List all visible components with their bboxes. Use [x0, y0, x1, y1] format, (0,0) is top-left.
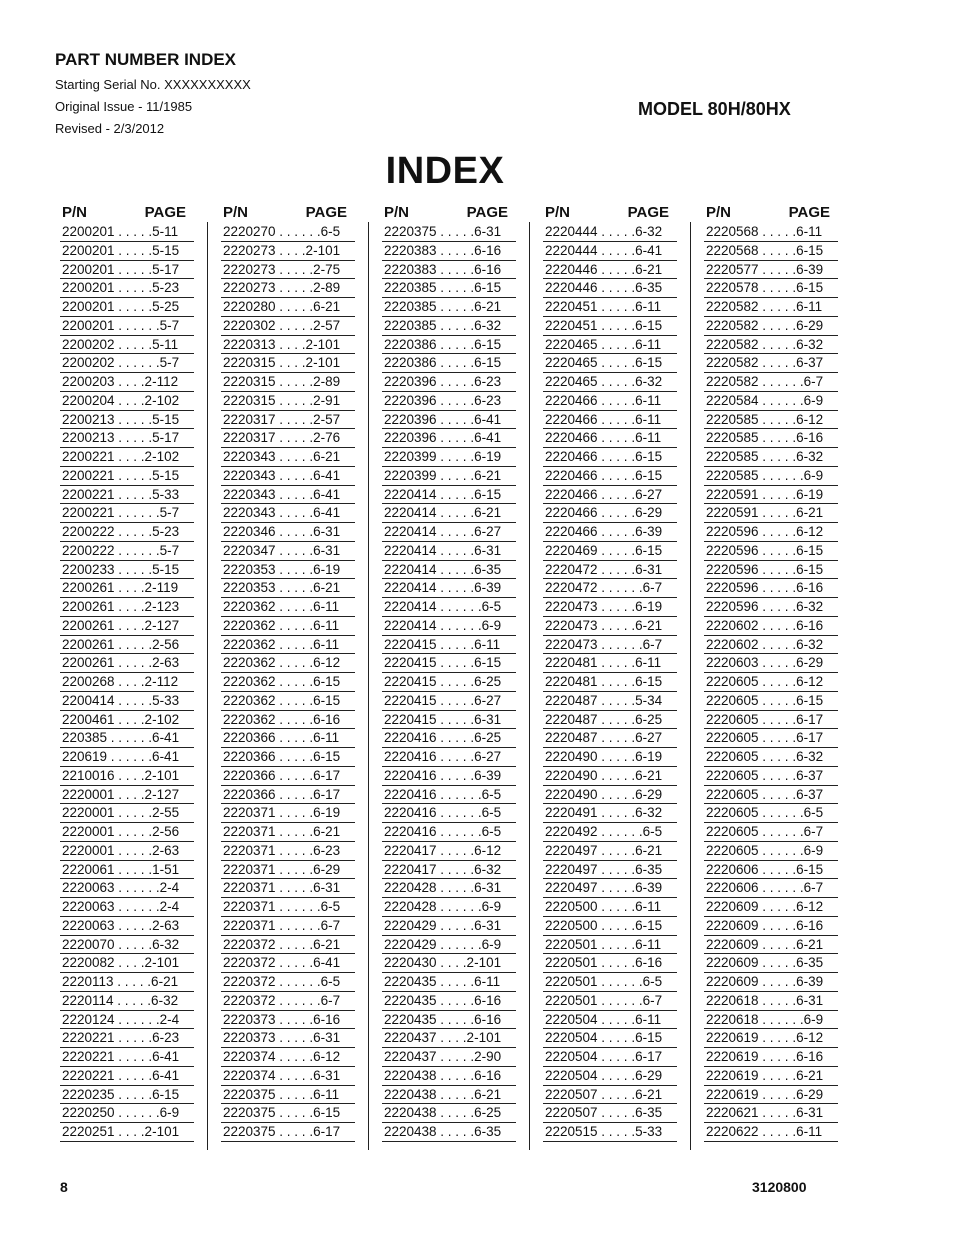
index-entry: 2220606 . . . . . .6-7 — [704, 879, 838, 898]
index-entry: 2220481 . . . . .6-15 — [543, 673, 677, 692]
index-entry: 2220372 . . . . .6-41 — [221, 954, 355, 973]
index-entry: 2220596 . . . . .6-15 — [704, 542, 838, 561]
index-entry: 2220414 . . . . .6-31 — [382, 542, 516, 561]
index-entry: 2200221 . . . . .5-15 — [60, 467, 194, 486]
index-entry: 2220591 . . . . .6-19 — [704, 486, 838, 505]
index-entry: 2220605 . . . . .6-37 — [704, 767, 838, 786]
index-entry: 2220415 . . . . .6-25 — [382, 673, 516, 692]
index-entry: 2220414 . . . . .6-35 — [382, 561, 516, 580]
index-entry: 2220428 . . . . . .6-9 — [382, 898, 516, 917]
index-entry: 2220435 . . . . .6-16 — [382, 992, 516, 1011]
page-header: PAGE — [788, 204, 830, 221]
revised-date: Revised - 2/3/2012 — [55, 121, 165, 136]
index-entry: 2220605 . . . . .6-12 — [704, 673, 838, 692]
index-entry: 2220582 . . . . .6-37 — [704, 354, 838, 373]
index-entry: 2220371 . . . . . .6-7 — [221, 917, 355, 936]
index-entry: 2220490 . . . . .6-21 — [543, 767, 677, 786]
index-entry: 2220438 . . . . .6-25 — [382, 1104, 516, 1123]
index-entry: 2220343 . . . . .6-41 — [221, 504, 355, 523]
index-entry: 2220603 . . . . .6-29 — [704, 654, 838, 673]
index-entry: 2220396 . . . . .6-41 — [382, 411, 516, 430]
index-column — [382, 203, 516, 1142]
index-entry: 2220353 . . . . .6-19 — [221, 561, 355, 580]
index-entry: 2220451 . . . . .6-15 — [543, 317, 677, 336]
index-entry: 2220472 . . . . .6-31 — [543, 561, 677, 580]
index-entry: 2220473 . . . . .6-19 — [543, 598, 677, 617]
index-entry: 2220371 . . . . .6-23 — [221, 842, 355, 861]
index-entry: 2220414 . . . . .6-21 — [382, 504, 516, 523]
index-entry: 2220371 . . . . .6-21 — [221, 823, 355, 842]
index-entry: 2220585 . . . . . .6-9 — [704, 467, 838, 486]
index-entry: 2220438 . . . . .6-21 — [382, 1086, 516, 1105]
index-entry: 2220396 . . . . .6-41 — [382, 429, 516, 448]
index-entry: 2220568 . . . . .6-15 — [704, 242, 838, 261]
index-entry: 2220501 . . . . .6-16 — [543, 954, 677, 973]
index-entry: 2200202 . . . . .5-11 — [60, 336, 194, 355]
index-entry: 2220451 . . . . .6-11 — [543, 298, 677, 317]
index-entry: 2220621 . . . . .6-31 — [704, 1104, 838, 1123]
index-column — [60, 203, 194, 1142]
index-entry: 2220001 . . . . .2-56 — [60, 823, 194, 842]
index-entry: 2220383 . . . . .6-16 — [382, 261, 516, 280]
index-entry: 2220235 . . . . .6-15 — [60, 1086, 194, 1105]
index-heading: INDEX — [385, 150, 505, 192]
index-entry: 2220414 . . . . . .6-5 — [382, 598, 516, 617]
index-entry: 2220596 . . . . .6-15 — [704, 561, 838, 580]
index-entry: 2220619 . . . . .6-29 — [704, 1086, 838, 1105]
index-column — [221, 203, 355, 1142]
index-entry: 2220347 . . . . .6-31 — [221, 542, 355, 561]
index-entry: 2220001 . . . . .2-55 — [60, 804, 194, 823]
index-entry: 2220414 . . . . .6-15 — [382, 486, 516, 505]
index-column — [543, 203, 677, 1142]
index-entry: 2220605 . . . . .6-17 — [704, 729, 838, 748]
index-entry: 2220366 . . . . .6-15 — [221, 748, 355, 767]
index-entry: 2220416 . . . . . .6-5 — [382, 786, 516, 805]
index-entry: 2220585 . . . . .6-12 — [704, 411, 838, 430]
index-entry: 2220504 . . . . .6-17 — [543, 1048, 677, 1067]
pn-header: P/N — [706, 204, 732, 221]
index-entry: 2220221 . . . . .6-41 — [60, 1067, 194, 1086]
index-entry: 2200201 . . . . .5-17 — [60, 261, 194, 280]
index-entry: 2200222 . . . . . .5-7 — [60, 542, 194, 561]
index-entry: 2200201 . . . . .5-25 — [60, 298, 194, 317]
index-entry: 2220371 . . . . .6-19 — [221, 804, 355, 823]
model-name: MODEL 80H/80HX — [638, 99, 791, 119]
index-entry: 2220609 . . . . .6-12 — [704, 898, 838, 917]
index-entry: 2220582 . . . . . .6-7 — [704, 373, 838, 392]
index-entry: 2220315 . . . . .2-89 — [221, 373, 355, 392]
index-entry: 2220414 . . . . .6-39 — [382, 579, 516, 598]
index-entry: 2220500 . . . . .6-15 — [543, 917, 677, 936]
page-header: PAGE — [627, 204, 669, 221]
index-entry: 2220416 . . . . . .6-5 — [382, 804, 516, 823]
index-entry: 2200261 . . . .2-127 — [60, 617, 194, 636]
index-entry: 2220435 . . . . .6-11 — [382, 973, 516, 992]
index-entry: 2220507 . . . . .6-21 — [543, 1086, 677, 1105]
index-entry: 2220417 . . . . .6-32 — [382, 861, 516, 880]
index-entry: 2220063 . . . . . .2-4 — [60, 879, 194, 898]
index-entry: 2220466 . . . . .6-39 — [543, 523, 677, 542]
index-entry: 2220591 . . . . .6-21 — [704, 504, 838, 523]
page-header: PAGE — [305, 204, 347, 221]
index-entry: 2220605 . . . . . .6-7 — [704, 823, 838, 842]
index-entry: 2220497 . . . . .6-35 — [543, 861, 677, 880]
pn-header: P/N — [545, 204, 571, 221]
index-entry: 2220385 . . . . .6-32 — [382, 317, 516, 336]
index-entry: 2220609 . . . . .6-35 — [704, 954, 838, 973]
index-entry: 2200204 . . . .2-102 — [60, 392, 194, 411]
index-entry: 2220618 . . . . .6-31 — [704, 992, 838, 1011]
page-header: PAGE — [466, 204, 508, 221]
index-entry: 2220605 . . . . .6-15 — [704, 692, 838, 711]
index-entry: 2220375 . . . . .6-31 — [382, 223, 516, 242]
index-entry: 2220602 . . . . .6-32 — [704, 636, 838, 655]
index-entry: 2220466 . . . . .6-29 — [543, 504, 677, 523]
index-entry: 2220416 . . . . .6-39 — [382, 767, 516, 786]
index-entry: 2220362 . . . . .6-11 — [221, 636, 355, 655]
index-entry: 2220469 . . . . .6-15 — [543, 542, 677, 561]
index-entry: 2220435 . . . . .6-16 — [382, 1011, 516, 1030]
index-entry: 2220497 . . . . .6-21 — [543, 842, 677, 861]
document-number: 3120800 — [752, 1179, 807, 1195]
pn-header: P/N — [62, 204, 88, 221]
index-entry: 2220578 . . . . .6-15 — [704, 279, 838, 298]
index-entry: 2220396 . . . . .6-23 — [382, 392, 516, 411]
index-entry: 2220492 . . . . . .6-5 — [543, 823, 677, 842]
index-entry: 2220487 . . . . .6-25 — [543, 711, 677, 730]
index-entry: 2220606 . . . . .6-15 — [704, 861, 838, 880]
original-issue: Original Issue - 11/1985 — [55, 99, 193, 114]
index-entry: 2220362 . . . . .6-16 — [221, 711, 355, 730]
index-entry: 2220428 . . . . .6-31 — [382, 879, 516, 898]
index-entry: 2220374 . . . . .6-31 — [221, 1067, 355, 1086]
index-entry: 2220487 . . . . .6-27 — [543, 729, 677, 748]
index-entry: 2220302 . . . . .2-57 — [221, 317, 355, 336]
index-entry: 2220070 . . . . .6-32 — [60, 936, 194, 955]
index-entry: 2220473 . . . . .6-21 — [543, 617, 677, 636]
index-entry: 2220386 . . . . .6-15 — [382, 336, 516, 355]
index-entry: 2220362 . . . . .6-11 — [221, 598, 355, 617]
index-entry: 2220313 . . . .2-101 — [221, 336, 355, 355]
index-entry: 2220465 . . . . .6-15 — [543, 354, 677, 373]
index-entry: 2220396 . . . . .6-23 — [382, 373, 516, 392]
index-entry: 2220415 . . . . .6-11 — [382, 636, 516, 655]
index-entry: 2200201 . . . . .5-23 — [60, 279, 194, 298]
index-entry: 2220386 . . . . .6-15 — [382, 354, 516, 373]
index-entry: 2200268 . . . .2-112 — [60, 673, 194, 692]
index-entry: 2200221 . . . . .5-33 — [60, 486, 194, 505]
index-entry: 2220414 . . . . . .6-9 — [382, 617, 516, 636]
index-entry: 2220491 . . . . .6-32 — [543, 804, 677, 823]
index-entry: 2220438 . . . . .6-16 — [382, 1067, 516, 1086]
index-entry: 2220399 . . . . .6-21 — [382, 467, 516, 486]
index-entry: 2220063 . . . . . .2-4 — [60, 898, 194, 917]
page-header: PAGE — [144, 204, 186, 221]
index-entry: 2200233 . . . . .5-15 — [60, 561, 194, 580]
column-divider — [690, 222, 691, 1150]
index-entry: 2220417 . . . . .6-12 — [382, 842, 516, 861]
index-entry: 2220416 . . . . .6-25 — [382, 729, 516, 748]
index-entry: 2220466 . . . . .6-27 — [543, 486, 677, 505]
index-entry: 2220466 . . . . .6-11 — [543, 411, 677, 430]
index-entry: 2220375 . . . . .6-15 — [221, 1104, 355, 1123]
index-entry: 2220504 . . . . .6-11 — [543, 1011, 677, 1030]
index-entry: 2220001 . . . .2-127 — [60, 786, 194, 805]
index-entry: 2220315 . . . . .2-91 — [221, 392, 355, 411]
page-number: 8 — [60, 1179, 68, 1195]
index-entry: 2220605 . . . . . .6-5 — [704, 804, 838, 823]
column-divider — [207, 222, 208, 1150]
index-entry: 2220466 . . . . .6-15 — [543, 467, 677, 486]
index-entry: 2220596 . . . . .6-16 — [704, 579, 838, 598]
index-entry: 2220375 . . . . .6-11 — [221, 1086, 355, 1105]
index-entry: 2220446 . . . . .6-21 — [543, 261, 677, 280]
index-entry: 2220602 . . . . .6-16 — [704, 617, 838, 636]
index-entry: 2220362 . . . . .6-11 — [221, 617, 355, 636]
index-entry: 2200201 . . . . .5-15 — [60, 242, 194, 261]
index-entry: 2220500 . . . . .6-11 — [543, 898, 677, 917]
index-entry: 2220577 . . . . .6-39 — [704, 261, 838, 280]
index-entry: 2220317 . . . . .2-76 — [221, 429, 355, 448]
index-entry: 2220609 . . . . .6-16 — [704, 917, 838, 936]
index-entry: 2220473 . . . . . .6-7 — [543, 636, 677, 655]
index-entry: 2200221 . . . . . .5-7 — [60, 504, 194, 523]
index-entry: 2220343 . . . . .6-21 — [221, 448, 355, 467]
index-entry: 2220366 . . . . .6-17 — [221, 786, 355, 805]
index-entry: 2220415 . . . . .6-15 — [382, 654, 516, 673]
index-entry: 2220415 . . . . .6-27 — [382, 692, 516, 711]
index-entry: 2220280 . . . . .6-21 — [221, 298, 355, 317]
index-entry: 2220609 . . . . .6-39 — [704, 973, 838, 992]
index-entry: 2220385 . . . . .6-15 — [382, 279, 516, 298]
index-entry: 2220487 . . . . .5-34 — [543, 692, 677, 711]
index-entry: 2220063 . . . . .2-63 — [60, 917, 194, 936]
index-entry: 2220385 . . . . .6-21 — [382, 298, 516, 317]
index-entry: 2200203 . . . .2-112 — [60, 373, 194, 392]
index-entry: 2220466 . . . . .6-11 — [543, 429, 677, 448]
index-entry: 2220585 . . . . .6-16 — [704, 429, 838, 448]
index-entry: 2220371 . . . . .6-31 — [221, 879, 355, 898]
index-entry: 2220372 . . . . . .6-7 — [221, 992, 355, 1011]
index-entry: 2220466 . . . . .6-15 — [543, 448, 677, 467]
index-entry: 2220605 . . . . .6-32 — [704, 748, 838, 767]
index-entry: 2220596 . . . . .6-32 — [704, 598, 838, 617]
index-entry: 2220465 . . . . .6-11 — [543, 336, 677, 355]
index-entry: 2220372 . . . . .6-21 — [221, 936, 355, 955]
index-entry: 2220362 . . . . .6-12 — [221, 654, 355, 673]
index-entry: 2220343 . . . . .6-41 — [221, 486, 355, 505]
index-entry: 2220438 . . . . .6-35 — [382, 1123, 516, 1142]
index-entry: 2220221 . . . . .6-41 — [60, 1048, 194, 1067]
index-entry: 2220605 . . . . . .6-9 — [704, 842, 838, 861]
index-entry: 2220437 . . . .2-101 — [382, 1029, 516, 1048]
column-header — [543, 203, 677, 223]
index-entry: 2220472 . . . . . .6-7 — [543, 579, 677, 598]
index-entry: 2220490 . . . . .6-29 — [543, 786, 677, 805]
index-entry: 2220362 . . . . .6-15 — [221, 692, 355, 711]
pn-header: P/N — [384, 204, 410, 221]
index-entry: 2220444 . . . . .6-41 — [543, 242, 677, 261]
index-entry: 2220124 . . . . . .2-4 — [60, 1011, 194, 1030]
index-entry: 2220374 . . . . .6-12 — [221, 1048, 355, 1067]
document-title: PART NUMBER INDEX — [55, 50, 237, 69]
index-entry: 2220609 . . . . .6-21 — [704, 936, 838, 955]
index-entry: 2220362 . . . . .6-15 — [221, 673, 355, 692]
index-entry: 2220113 . . . . .6-21 — [60, 973, 194, 992]
index-entry: 2220619 . . . . .6-16 — [704, 1048, 838, 1067]
index-entry: 2220501 . . . . . .6-5 — [543, 973, 677, 992]
index-entry: 2220373 . . . . .6-31 — [221, 1029, 355, 1048]
index-entry: 2220568 . . . . .6-11 — [704, 223, 838, 242]
index-entry: 2220273 . . . . .2-89 — [221, 279, 355, 298]
index-entry: 2220366 . . . . .6-17 — [221, 767, 355, 786]
index-entry: 2220371 . . . . . .6-5 — [221, 898, 355, 917]
index-entry: 2220481 . . . . .6-11 — [543, 654, 677, 673]
index-entry: 2220437 . . . . .2-90 — [382, 1048, 516, 1067]
index-entry: 2200261 . . . .2-119 — [60, 579, 194, 598]
index-entry: 2220270 . . . . . .6-5 — [221, 223, 355, 242]
index-entry: 2220619 . . . . .6-12 — [704, 1029, 838, 1048]
index-entry: 2220504 . . . . .6-29 — [543, 1067, 677, 1086]
index-entry: 2220619 . . . . .6-21 — [704, 1067, 838, 1086]
index-column — [704, 203, 838, 1142]
index-entry: 2220507 . . . . .6-35 — [543, 1104, 677, 1123]
index-entry: 2220585 . . . . .6-32 — [704, 448, 838, 467]
column-header — [221, 203, 355, 223]
index-entry: 2220315 . . . .2-101 — [221, 354, 355, 373]
index-entry: 2200213 . . . . .5-17 — [60, 429, 194, 448]
index-entry: 2220415 . . . . .6-31 — [382, 711, 516, 730]
index-entry: 2200261 . . . . .2-56 — [60, 636, 194, 655]
index-entry: 2220605 . . . . .6-37 — [704, 786, 838, 805]
index-entry: 2220001 . . . . .2-63 — [60, 842, 194, 861]
index-entry: 2220596 . . . . .6-12 — [704, 523, 838, 542]
index-entry: 2220466 . . . . .6-11 — [543, 392, 677, 411]
index-entry: 2220515 . . . . .5-33 — [543, 1123, 677, 1142]
index-entry: 2220622 . . . . .6-11 — [704, 1123, 838, 1142]
index-entry: 220385 . . . . . .6-41 — [60, 729, 194, 748]
index-entry: 2220082 . . . .2-101 — [60, 954, 194, 973]
index-entry: 2220605 . . . . .6-17 — [704, 711, 838, 730]
index-entry: 2220497 . . . . .6-39 — [543, 879, 677, 898]
index-entry: 2220430 . . . .2-101 — [382, 954, 516, 973]
index-entry: 2220416 . . . . . .6-5 — [382, 823, 516, 842]
index-entry: 2220429 . . . . . .6-9 — [382, 936, 516, 955]
index-entry: 2220251 . . . .2-101 — [60, 1123, 194, 1142]
index-entry: 2220250 . . . . . .6-9 — [60, 1104, 194, 1123]
index-entry: 2200201 . . . . . .5-7 — [60, 317, 194, 336]
index-entry: 2220582 . . . . .6-32 — [704, 336, 838, 355]
index-entry: 2220061 . . . . .1-51 — [60, 861, 194, 880]
index-entry: 2200222 . . . . .5-23 — [60, 523, 194, 542]
column-header — [704, 203, 838, 223]
index-entry: 2220372 . . . . . .6-5 — [221, 973, 355, 992]
index-entry: 2220501 . . . . .6-11 — [543, 936, 677, 955]
index-entry: 2200261 . . . . .2-63 — [60, 654, 194, 673]
index-entry: 2200461 . . . .2-102 — [60, 711, 194, 730]
index-entry: 2220114 . . . . .6-32 — [60, 992, 194, 1011]
index-entry: 2200261 . . . .2-123 — [60, 598, 194, 617]
index-entry: 2200201 . . . . .5-11 — [60, 223, 194, 242]
index-entry: 2220618 . . . . . .6-9 — [704, 1011, 838, 1030]
index-entry: 2220429 . . . . .6-31 — [382, 917, 516, 936]
index-entry: 2220465 . . . . .6-32 — [543, 373, 677, 392]
index-entry: 2220373 . . . . .6-16 — [221, 1011, 355, 1030]
column-header — [60, 203, 194, 223]
index-entry: 2200202 . . . . . .5-7 — [60, 354, 194, 373]
index-entry: 2220353 . . . . .6-21 — [221, 579, 355, 598]
index-entry: 2220444 . . . . .6-32 — [543, 223, 677, 242]
index-entry: 2220371 . . . . .6-29 — [221, 861, 355, 880]
index-entry: 2220375 . . . . .6-17 — [221, 1123, 355, 1142]
index-entry: 2200414 . . . . .5-33 — [60, 692, 194, 711]
index-entry: 2220273 . . . .2-101 — [221, 242, 355, 261]
index-entry: 2220582 . . . . .6-11 — [704, 298, 838, 317]
column-divider — [529, 222, 530, 1150]
index-entry: 220619 . . . . . .6-41 — [60, 748, 194, 767]
index-entry: 2220446 . . . . .6-35 — [543, 279, 677, 298]
index-entry: 2200213 . . . . .5-15 — [60, 411, 194, 430]
index-entry: 2220221 . . . . .6-23 — [60, 1029, 194, 1048]
index-entry: 2220399 . . . . .6-19 — [382, 448, 516, 467]
index-entry: 2200221 . . . .2-102 — [60, 448, 194, 467]
index-entry: 2220317 . . . . .2-57 — [221, 411, 355, 430]
index-entry: 2220504 . . . . .6-15 — [543, 1029, 677, 1048]
serial-number: Starting Serial No. XXXXXXXXXX — [55, 77, 251, 92]
column-header — [382, 203, 516, 223]
index-entry: 2220582 . . . . .6-29 — [704, 317, 838, 336]
index-entry: 2220490 . . . . .6-19 — [543, 748, 677, 767]
index-entry: 2220366 . . . . .6-11 — [221, 729, 355, 748]
index-entry: 2220383 . . . . .6-16 — [382, 242, 516, 261]
index-entry: 2220346 . . . . .6-31 — [221, 523, 355, 542]
index-entry: 2220273 . . . . .2-75 — [221, 261, 355, 280]
index-entry: 2220584 . . . . . .6-9 — [704, 392, 838, 411]
pn-header: P/N — [223, 204, 249, 221]
index-entry: 2220501 . . . . . .6-7 — [543, 992, 677, 1011]
index-entry: 2220343 . . . . .6-41 — [221, 467, 355, 486]
index-entry: 2210016 . . . .2-101 — [60, 767, 194, 786]
index-entry: 2220416 . . . . .6-27 — [382, 748, 516, 767]
column-divider — [368, 222, 369, 1150]
index-entry: 2220414 . . . . .6-27 — [382, 523, 516, 542]
